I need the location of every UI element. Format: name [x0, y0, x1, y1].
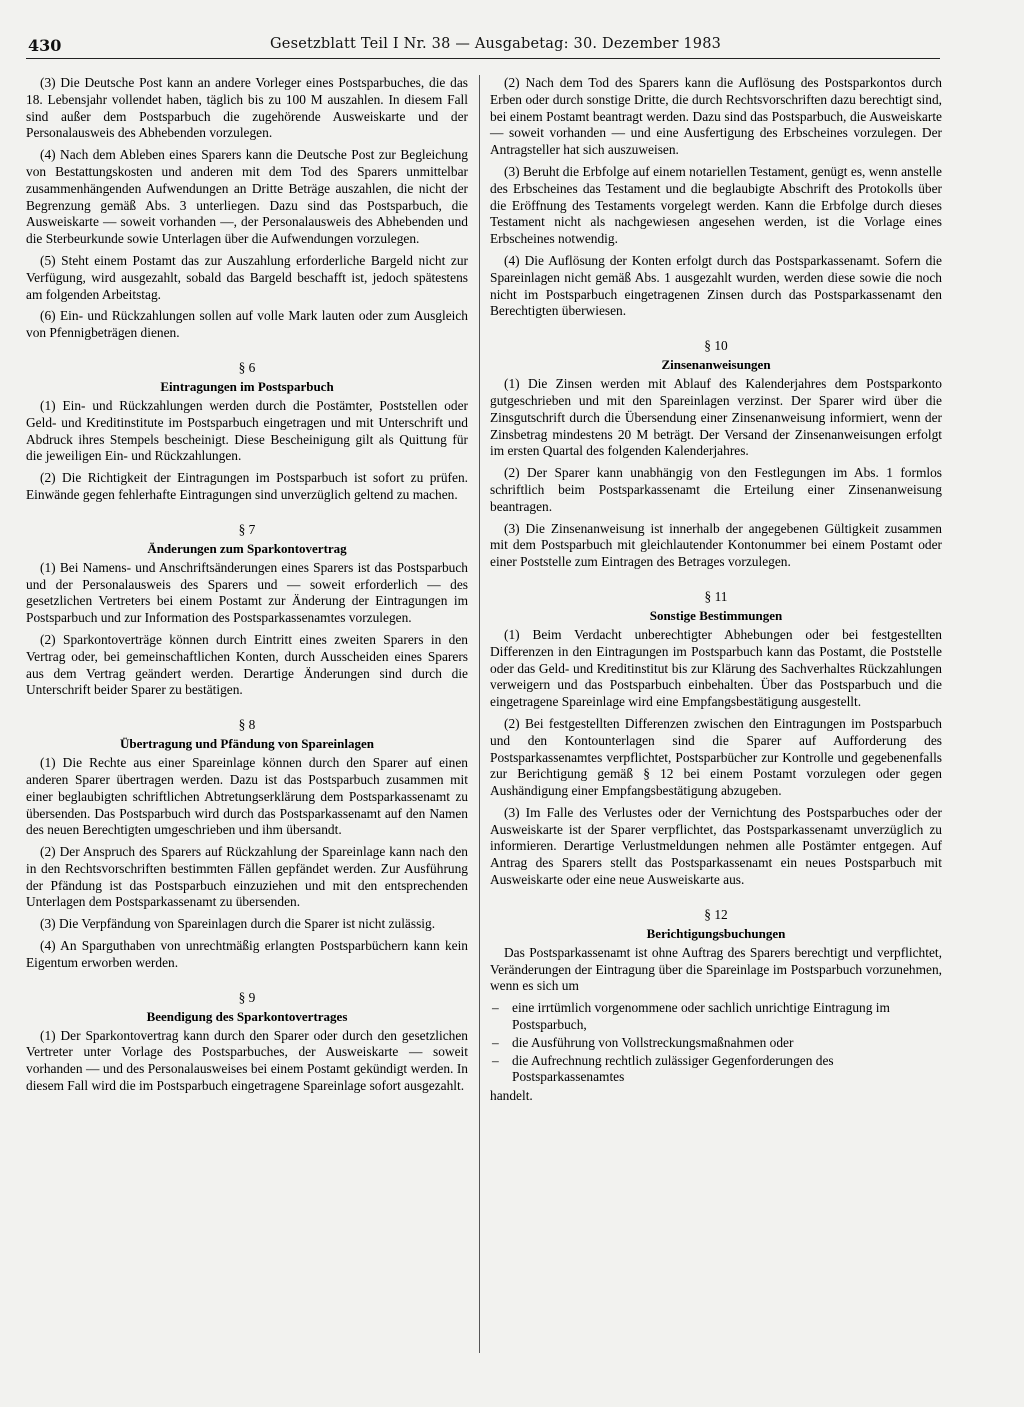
paragraph-10-3: (3) Die Zinsenanweisung ist innerhalb der angegebenen Gültigkeit zusammen mit dem Postsparbuch mit gleichlautender Kontonummer bei einem Postamt oder einer Poststelle zum Eintragen des Betrages vorzulegen. [490, 520, 942, 570]
section-7-title: Änderungen zum Sparkontovertrag [147, 540, 347, 556]
section-10-title: Zinsenanweisungen [661, 357, 771, 373]
section-12-title: Berichtigungsbuchungen [646, 925, 786, 941]
paragraph-7-1: (1) Bei Namens- und Anschriftsänderungen eines Sparers ist das Postsparbuch und der Personalausweis des Sparers und — soweit erforderlich — des gesetzlichen Vertreters bei einem Postamt zur Änderung der Eintragungen im Postsparbuch und zur Information des Postsparkassenamtes vorzulegen. [26, 559, 468, 626]
paragraph-9-3: (3) Beruht die Erbfolge auf einem notariellen Testament, genügt es, wenn anstelle des Erbscheines das Testament und die beglaubigte Abschrift des Protokolls über die Eröffnung des Testaments vorgelegt werden. Kann die Erbfolge durch dieses Testament nicht als nachgewiesen angesehen werden, ist die Vorlage eines Erbscheines notwendig. [490, 163, 942, 247]
paragraph-5-5: (5) Steht einem Postamt das zur Auszahlung erforderliche Bargeld nicht zur Verfügung, wird ausgezahlt, sobald das Bargeld beschafft ist, jedoch spätestens am folgenden Arbeitstag. [26, 252, 468, 302]
section-6-number: § 6 [238, 359, 256, 375]
paragraph-10-2: (2) Der Sparer kann unabhängig von den Festlegungen im Abs. 1 formlos schriftlich beim Postsparkassenamt die Erteilung einer Zinsenanweisung beantragen. [490, 465, 942, 514]
paragraph-6-2: (2) Die Richtigkeit der Eintragungen im Postsparbuch ist sofort zu prüfen. Einwände gegen fehlerhafte Eintragungen sind unverzüglich geltend zu machen. [26, 470, 468, 502]
column-divider [479, 75, 480, 1353]
paragraph-8-2: (2) Der Anspruch des Sparers auf Rückzahlung der Spareinlage kann nach den in den Rechtsvorschriften bestimmten Fällen gepfändet werden. Zur Ausführung der Pfändung ist das Postsparbuch einzuziehen und mit den entsprechenden Unterlagen dem Postsparkassenamt zu übersenden. [26, 844, 468, 910]
section-8-number: § 8 [238, 717, 256, 733]
left-column [26, 75, 468, 1100]
paragraph-11-2: (2) Bei festgestellten Differenzen zwischen den Eintragungen im Postsparbuch und den Kontounterlagen sind die Sparer auf Aufforderung des Postsparkassenamtes verpflichtet, Postsparbücher zur Kontrolle und gegebenenfalls zur Berichtigung gemäß § 12 bei einem Postamt vorzulegen oder gegen Aushändigung einer Empfangsbestätigung abzugeben. [490, 715, 942, 799]
list-item: – eine irrtümlich vorgenommene oder sachlich unrichtige Eintragung im Postsparbuch, [490, 1000, 942, 1034]
paragraph-9-1: (1) Der Sparkontovertrag kann durch den Sparer oder durch den gesetzlichen Vertreter unter Vorlage des Postsparbuches, der Ausweiskarte — soweit vorhanden — und des Personalausweises bei einem Postamt gekündigt werden. In diesem Fall wird die im Postsparbuch eingetragene Spareinlage sofort ausgezahlt. [26, 1027, 468, 1094]
section-10-number: § 10 [704, 338, 728, 354]
page-header [26, 34, 940, 56]
paragraph-12-intro: Das Postsparkassenamt ist ohne Auftrag des Sparers berechtigt und verpflichtet, Veränderungen der Eintragung über die Spareinlage im Postsparbuch vorzunehmen, wenn es sich um [490, 944, 942, 994]
header-rule [26, 58, 940, 59]
right-column [490, 75, 942, 1105]
section-7-number: § 7 [238, 521, 256, 537]
paragraph-5-4: (4) Nach dem Ableben eines Sparers kann die Deutsche Post zur Begleichung von Bestattungskosten und anderen mit dem Tod des Sparers unmittelbar zusammenhängenden Aufwendungen an Dritte Beträge auszahlen, die nicht der Begrenzung gemäß Abs. 3 unterliegen. Dazu sind das Postsparbuch, die Ausweiskarte — soweit vorhanden —, der Personalausweis des Abhebenden und die Sterbeurkunde sowie Unterlagen über die Aufwendungen vorzulegen. [26, 147, 468, 247]
page-number: 430 [28, 36, 62, 55]
header-title: Gesetzblatt Teil I Nr. 38 — Ausgabetag: 30. Dezember 1983 [270, 36, 722, 52]
paragraph-9-2: (2) Nach dem Tod des Sparers kann die Auflösung des Postsparkontos durch Erben oder durch sonstige Dritte, die durch Rechtsvorschriften dazu berechtigt sind, bei einem Postamt beantragt werden. Dazu sind das Postsparbuch, die Ausweiskarte — soweit vorhanden — und eine Ausfertigung des Erbscheines vorzulegen. Der Antragsteller hat sich auszuweisen. [490, 75, 942, 158]
paragraph-10-1: (1) Die Zinsen werden mit Ablauf des Kalenderjahres dem Postsparkonto gutgeschrieben und mit den Spareinlagen verzinst. Der Sparer wird über die Zinsgutschrift durch die Übersendung einer Zinsenanweisung informiert, wenn der Zinsbetrag mindestens 20 M beträgt. Der Versand der Zinsenanweisungen erfolgt im ersten Quartal des folgenden Kalenderjahres. [490, 376, 942, 459]
paragraph-11-3: (3) Im Falle des Verlustes oder der Vernichtung des Postsparbuches oder der Ausweiskarte ist der Sparer verpflichtet, das Postsparkassenamt unverzüglich zu informieren. Derartige Verlustmeldungen nehmen alle Postämter entgegen. Auf Antrag des Sparers stellt das Postsparkassenamt ein neues Postsparbuch mit Ausweiskarte oder eine neue Ausweiskarte aus. [490, 804, 942, 888]
list-item: – die Ausführung von Vollstreckungsmaßnahmen oder [490, 1035, 942, 1052]
section-12-number: § 12 [704, 906, 728, 922]
paragraph-12-close: handelt. [490, 1088, 533, 1104]
list-item: – die Aufrechnung rechtlich zulässiger Gegenforderungen des Postsparkassenamtes [490, 1053, 942, 1087]
paragraph-5-6: (6) Ein- und Rückzahlungen sollen auf volle Mark lauten oder zum Ausgleich von Pfennigbeträgen dienen. [26, 308, 468, 341]
section-9-title: Beendigung des Sparkontovertrages [146, 1008, 348, 1024]
section-8-title: Übertragung und Pfändung von Spareinlagen [119, 736, 375, 752]
section-9-number: § 9 [238, 989, 256, 1005]
section-11-number: § 11 [704, 588, 728, 604]
text-columns [26, 75, 940, 1387]
section-6-title: Eintragungen im Postsparbuch [160, 378, 334, 394]
paragraph-8-3: (3) Die Verpfändung von Spareinlagen durch die Sparer ist nicht zulässig. [40, 916, 436, 932]
paragraph-7-2: (2) Sparkontoverträge können durch Eintritt eines zweiten Sparers in den Vertrag oder, bei gemeinschaftlichen Konten, durch Ausscheiden eines Sparers aus dem Vertrag geändert werden. Derartige Änderungen sind durch die Unterschrift beider Sparer zu bestätigen. [26, 631, 468, 698]
paragraph-6-1: (1) Ein- und Rückzahlungen werden durch die Postämter, Poststellen oder Geld- und Kreditinstitute im Postsparbuch eingetragen und mit Unterschrift und Abdruck ihres Stempels bescheinigt. Diese Bescheinigung gilt als Quittung für die jeweiligen Ein- und Rückzahlungen. [26, 397, 468, 464]
section-12-list [490, 1000, 942, 1086]
section-11-title: Sonstige Bestimmungen [649, 607, 783, 623]
paragraph-5-3: (3) Die Deutsche Post kann an andere Vorleger eines Postsparbuches, die das 18. Lebensjahr vollendet haben, täglich bis zu 100 M auszahlen. In diesem Fall sind außer dem Postsparbuch die zugehörende Ausweiskarte und der Personalausweis des Abhebenden vorzulegen. [26, 75, 468, 141]
paragraph-9-4: (4) Die Auflösung der Konten erfolgt durch das Postsparkassenamt. Sofern die Spareinlagen nicht gemäß Abs. 1 ausgezahlt wurden, werden diese sowie die noch nicht im Postsparbuch eingetragenen Zinsen durch das Postsparkassenamt den Berechtigten überwiesen. [490, 252, 942, 319]
paragraph-11-1: (1) Beim Verdacht unberechtigter Abhebungen oder bei festgestellten Differenzen in den Eintragungen im Postsparbuch kann das Postamt, die Poststelle oder das Geld- und Kreditinstitut bis zur Klärung des Sachverhaltes Rückzahlungen verweigern und das Postsparbuch einbehalten. Über das Postsparbuch und die eingetragene Spareinlage wird eine Empfangsbestätigung ausgestellt. [490, 626, 942, 710]
paragraph-8-4: (4) An Sparguthaben von unrechtmäßig erlangten Postsparbüchern kann kein Eigentum erworben werden. [26, 938, 468, 970]
paragraph-8-1: (1) Die Rechte aus einer Spareinlage können durch den Sparer auf einen anderen Sparer übertragen werden. Dazu ist das Postsparbuch zusammen mit einer beglaubigten schriftlichen Abtretungserklärung dem Postsparkassenamt zu übersenden. Das Postsparbuch wird durch das Postsparkassenamt auf den Namen des neuen Berechtigten umgeschrieben und ihm übersandt. [26, 755, 468, 838]
